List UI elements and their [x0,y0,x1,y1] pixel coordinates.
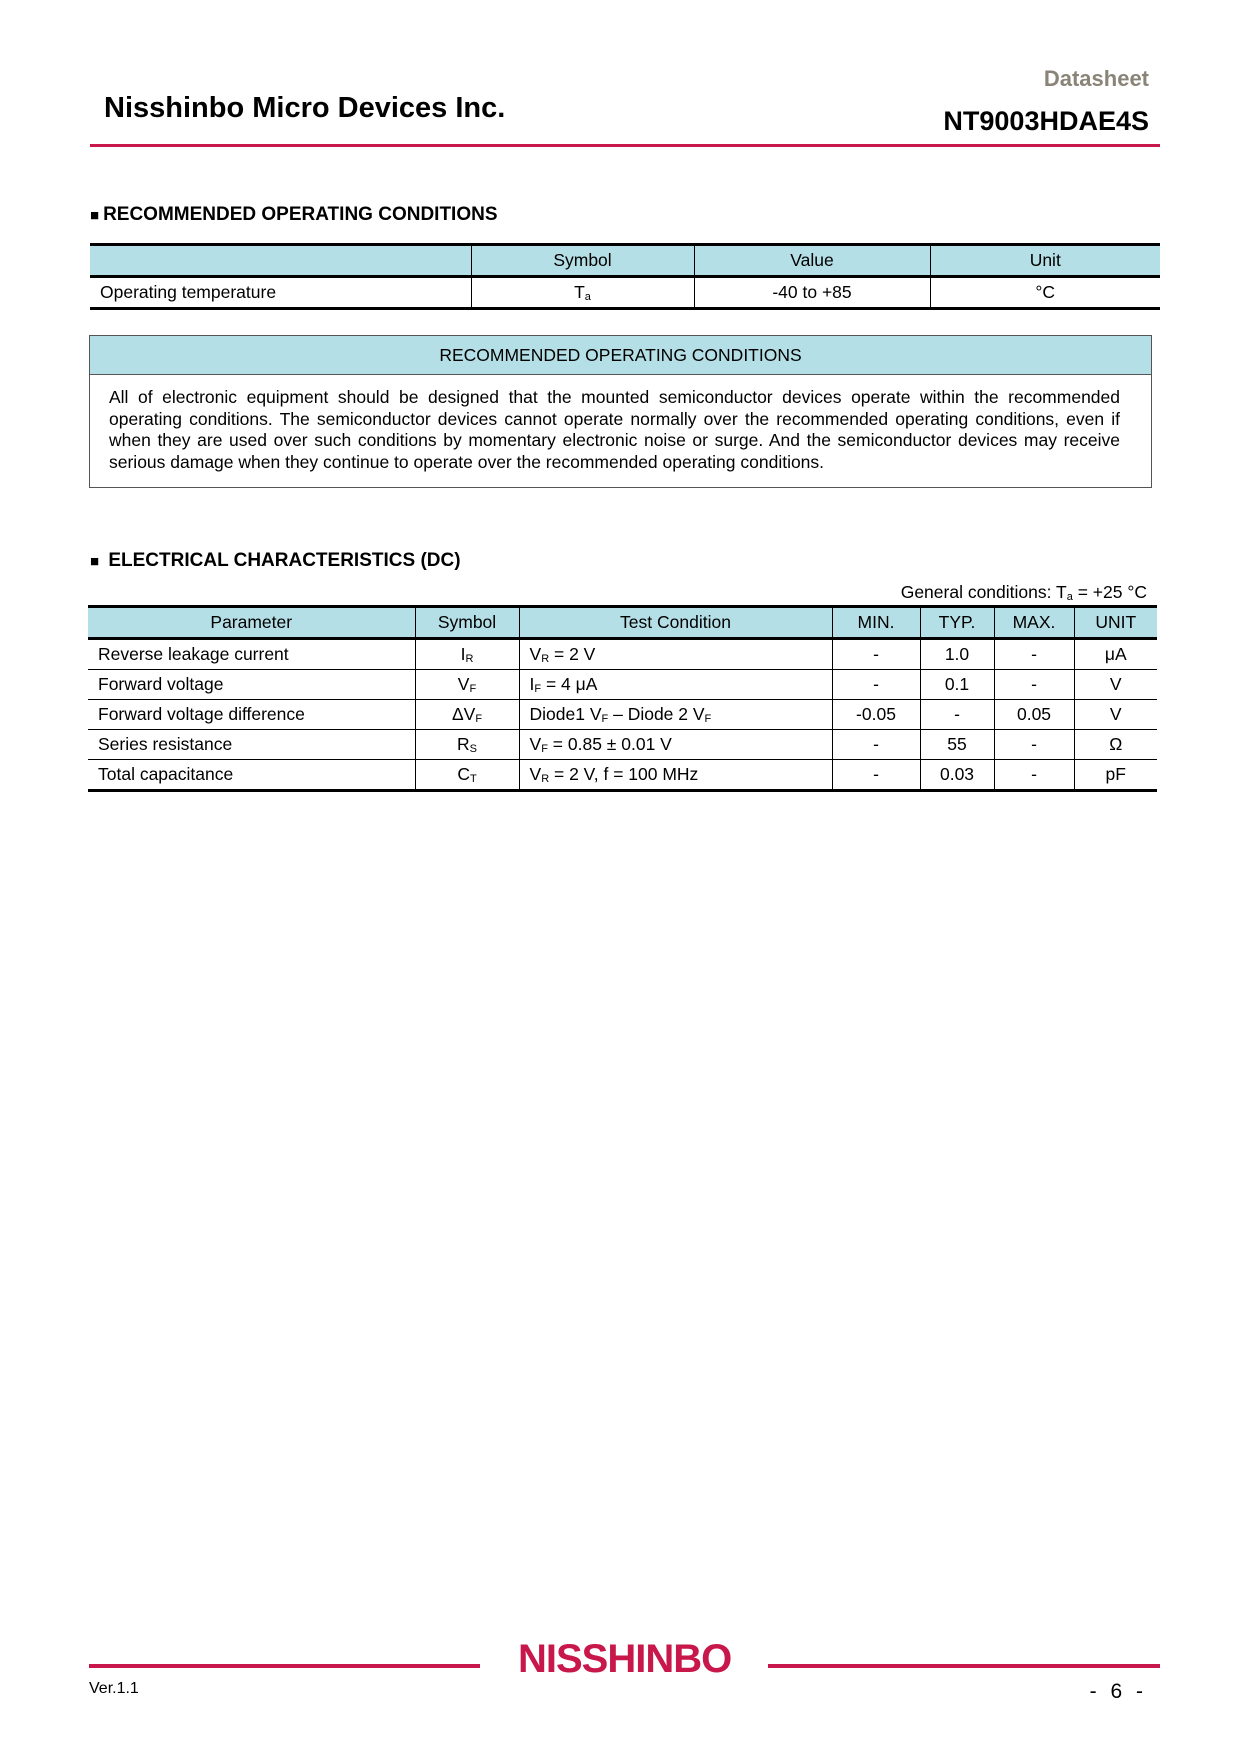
general-conditions: General conditions: $T_a = +25$ °C [900,582,1147,603]
ec-symbol: $\Delta V_F$ [415,700,519,730]
roc-col-unit: Unit [930,245,1160,277]
ec-col-test-condition: Test Condition [519,607,832,639]
ec-max: - [994,670,1074,700]
ec-min: - [832,730,920,760]
ec-min: -0.05 [832,700,920,730]
ec-test-condition: $V_R = 2$ V [519,639,832,670]
nisshinbo-logo: NISSHINBO [518,1637,732,1681]
table-row [88,670,1157,700]
ec-max: - [994,639,1074,670]
ec-min: - [832,760,920,791]
ec-typ: - [920,700,994,730]
ec-parameter: Reverse leakage current [98,644,289,664]
roc-col-symbol: Symbol [471,245,694,277]
table-row [88,760,1157,791]
ec-min: - [832,670,920,700]
ec-symbol: $R_S$ [415,730,519,760]
footer-divider-left [89,1664,480,1668]
table-row [88,730,1157,760]
roc-section-title: ■ RECOMMENDED OPERATING CONDITIONS [90,204,498,225]
ec-max: - [994,760,1074,791]
note-title: RECOMMENDED OPERATING CONDITIONS [90,336,1151,375]
ec-unit: V [1074,700,1157,730]
ec-test-condition: $V_R = 2$ V, f = 100 MHz [519,760,832,791]
ec-col-min: MIN. [832,607,920,639]
ec-unit: pF [1074,760,1157,791]
ec-typ: 1.0 [920,639,994,670]
ec-parameter: Series resistance [98,734,233,754]
roc-symbol: $T_a$ [471,277,694,309]
table-row [90,277,1160,309]
roc-col-param [90,245,471,277]
ec-max: - [994,730,1074,760]
roc-parameter: Operating temperature [100,282,277,302]
roc-unit: °C [930,277,1160,309]
ec-unit: V [1074,670,1157,700]
ec-parameter: Total capacitance [98,764,234,784]
part-number: NT9003HDAE4S [943,106,1149,136]
footer-divider-right [768,1664,1160,1668]
ec-unit: μA [1074,639,1157,670]
ec-max: 0.05 [994,700,1074,730]
ec-test-condition: Diode1 $V_F$ – Diode 2 $V_F$ [519,700,832,730]
ec-symbol: $C_T$ [415,760,519,791]
table-row [88,639,1157,670]
ec-typ: 55 [920,730,994,760]
square-bullet-icon: ■ [90,207,100,224]
ec-parameter: Forward voltage [98,674,224,694]
ec-symbol: $I_R$ [415,639,519,670]
ec-header-row [88,607,1157,639]
roc-header-row [90,245,1160,277]
ec-col-max: MAX. [994,607,1074,639]
note-body: All of electronic equipment should be designed that the mounted semiconductor devices operate within the recommended operating conditions. The semiconductor devices cannot operate normally over the recommended operating conditions, even if when they are used over such conditions by momentary electronic noise or surge. And the semiconductor devices may receive serious damage when they continue to operate over the recommended operating conditions. [109,387,1120,472]
document-type: Datasheet [1043,66,1149,91]
ec-table [88,605,1157,792]
ec-col-parameter: Parameter [88,607,415,639]
header-divider [90,144,1160,147]
ec-parameter: Forward voltage difference [98,704,305,724]
ec-symbol: $V_F$ [415,670,519,700]
ec-test-condition: $V_F = 0.85 \pm 0.01$ V [519,730,832,760]
ec-test-condition: $I_F = 4$ μA [519,670,832,700]
ec-col-unit: UNIT [1074,607,1157,639]
roc-table [90,243,1160,310]
ec-typ: 0.1 [920,670,994,700]
roc-note-box [89,335,1152,488]
ec-col-typ: TYP. [920,607,994,639]
ec-min: - [832,639,920,670]
page-number: - 6 - [1089,1680,1147,1703]
table-row [88,700,1157,730]
ec-typ: 0.03 [920,760,994,791]
company-name: Nisshinbo Micro Devices Inc. [104,92,506,124]
roc-col-value: Value [694,245,930,277]
roc-value: -40 to +85 [694,277,930,309]
ec-section-title: ■ ELECTRICAL CHARACTERISTICS (DC) [90,550,461,571]
ec-col-symbol: Symbol [415,607,519,639]
version-label: Ver.1.1 [89,1680,139,1697]
square-bullet-icon: ■ [90,553,100,570]
ec-unit: Ω [1074,730,1157,760]
